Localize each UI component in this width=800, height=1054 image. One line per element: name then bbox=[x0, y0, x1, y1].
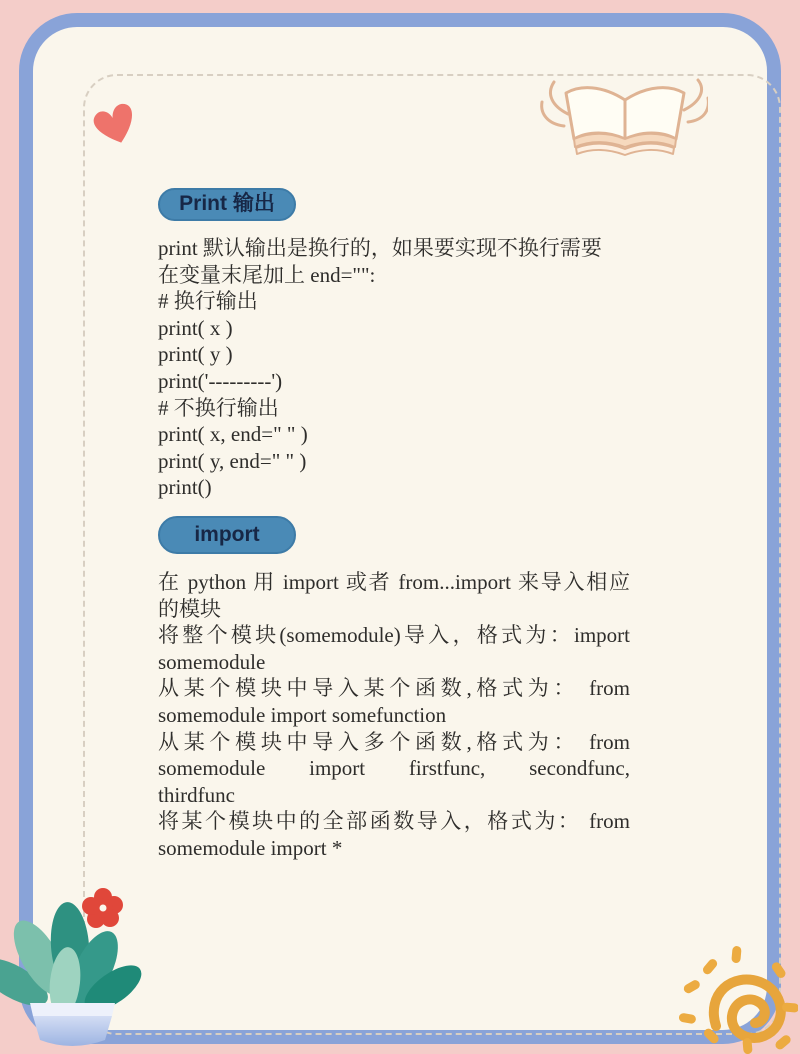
text-line: # 换行输出 bbox=[158, 289, 258, 314]
text-line: print('---------') bbox=[158, 368, 283, 393]
text-line: print( y ) bbox=[158, 342, 233, 367]
text-line: print( y, end=" " ) bbox=[158, 448, 307, 473]
text-line: somemodule import * bbox=[158, 835, 343, 860]
text-line: 的模块 bbox=[158, 596, 221, 621]
badge-print-output bbox=[158, 188, 296, 221]
potted-plant-icon bbox=[0, 880, 152, 1054]
text-line: print( x ) bbox=[158, 315, 233, 340]
text-line: print 默认输出是换行的，如果要实现不换行需要 bbox=[158, 236, 602, 260]
text-line: somemodule import firstfunc, secondfunc, bbox=[158, 756, 630, 781]
text-line: 将某个模块中的全部函数导入，格式为： from bbox=[158, 809, 630, 834]
text-line: # 不换行输出 bbox=[158, 395, 279, 420]
text-line: thirdfunc bbox=[158, 782, 235, 807]
text-line: 从某个模块中导入某个函数,格式为： from bbox=[158, 676, 630, 701]
badge-import-label: import bbox=[194, 522, 260, 546]
text-line: 在变量末尾加上 end="": bbox=[158, 262, 376, 287]
text-line: print() bbox=[158, 475, 212, 500]
flower-icon bbox=[82, 888, 123, 928]
text-line: print( x, end=" " ) bbox=[158, 422, 308, 447]
note-content bbox=[158, 188, 630, 861]
text-line: somemodule import somefunction bbox=[158, 702, 447, 727]
text-line: somemodule bbox=[158, 649, 266, 674]
badge-print-output-label: Print 输出 bbox=[179, 192, 275, 216]
winged-book-icon bbox=[538, 72, 708, 172]
sun-swirl-icon bbox=[648, 938, 798, 1054]
badge-import bbox=[158, 516, 296, 554]
text-line: 在 python 用 import 或者 from...import 来导入相应 bbox=[158, 569, 630, 594]
text-line: 从某个模块中导入多个函数,格式为： from bbox=[158, 729, 630, 754]
text-line: 将整个模块(somemodule)导入，格式为：import bbox=[158, 623, 630, 648]
